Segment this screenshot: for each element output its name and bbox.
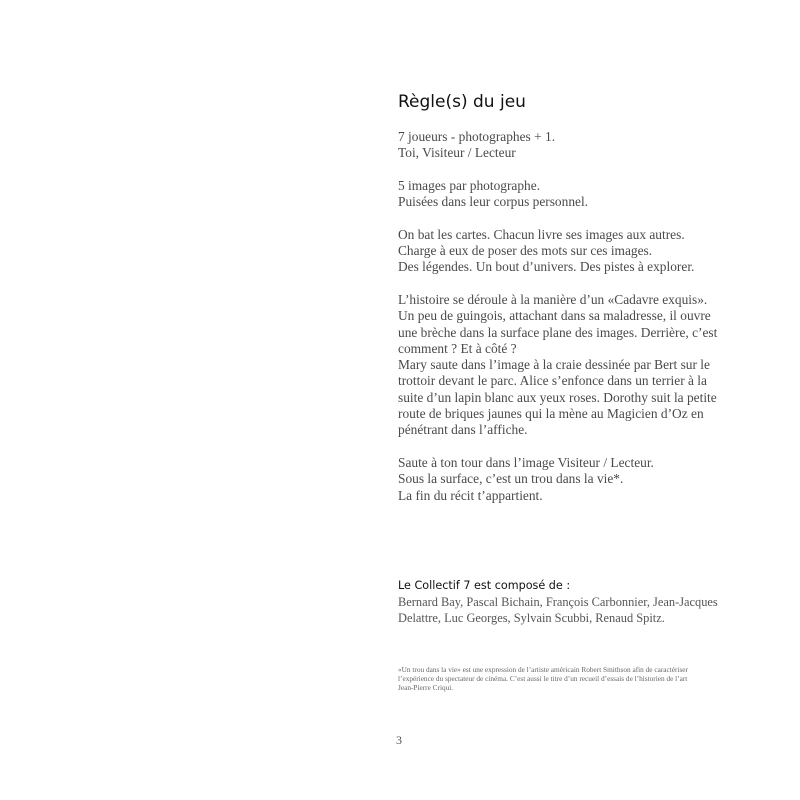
text-line: Sous la surface, c’est un trou dans la vie*. <box>398 471 624 487</box>
paragraph <box>398 292 718 439</box>
text-line: Charge à eux de poser des mots sur ces images. <box>398 243 653 259</box>
paragraph <box>398 129 718 162</box>
footnote-line: l’expérience du spectateur de cinéma. C’est aussi le titre d’un recueil d’essais de l’historien de l’art <box>398 673 688 683</box>
text-line: pénétrant dans l’affiche. <box>398 422 528 438</box>
members-line: Delattre, Luc Georges, Sylvain Scubbi, Renaud Spitz. <box>398 610 665 625</box>
text-line: une brèche dans la surface plane des images. Derrière, c’est <box>398 324 718 340</box>
text-line: trottoir devant le parc. Alice s’enfonce dans un terrier à la <box>398 373 707 389</box>
text-line: Saute à ton tour dans l’image Visiteur / Lecteur. <box>398 454 654 470</box>
text-line: Mary saute dans l’image à la craie dessinée par Bert sur le <box>398 357 710 373</box>
text-line: On bat les cartes. Chacun livre ses images aux autres. <box>398 226 685 242</box>
footnote-line: Jean-Pierre Criqui. <box>398 682 454 692</box>
footnote <box>398 666 688 692</box>
page-title: Règle(s) du jeu <box>398 92 526 112</box>
text-line: Un peu de guingois, attachant dans sa maladresse, il ouvre <box>398 308 711 324</box>
text-line: Des légendes. Un bout d’univers. Des pistes à explorer. <box>398 259 695 275</box>
text-line: route de briques jaunes qui la mène au Magicien d’Oz en <box>398 406 704 422</box>
text-line: L’histoire se déroule à la manière d’un «Cadavre exquis». <box>398 291 708 307</box>
paragraph <box>398 178 718 211</box>
text-line: 5 images par photographe. <box>398 177 541 193</box>
members-line: Bernard Bay, Pascal Bichain, François Carbonnier, Jean-Jacques <box>398 595 718 609</box>
paragraph <box>398 455 718 504</box>
text-line: 7 joueurs - photographes + 1. <box>398 129 556 144</box>
page-number: 3 <box>396 733 402 747</box>
text-line: suite d’un lapin blanc aux yeux roses. Dorothy suit la petite <box>398 389 717 405</box>
text-line: comment ? Et à côté ? <box>398 340 517 356</box>
collectif-members <box>398 595 718 626</box>
paragraph <box>398 227 718 276</box>
footnote-line: «Un trou dans la vie» est une expression de l’artiste américain Robert Smithson afin de caractériser <box>398 665 688 674</box>
text-line: Toi, Visiteur / Lecteur <box>398 145 516 161</box>
collectif-heading: Le Collectif 7 est composé de : <box>398 579 571 592</box>
rules-body <box>398 129 718 520</box>
text-line: La fin du récit t’appartient. <box>398 487 543 503</box>
text-line: Puisées dans leur corpus personnel. <box>398 194 589 210</box>
